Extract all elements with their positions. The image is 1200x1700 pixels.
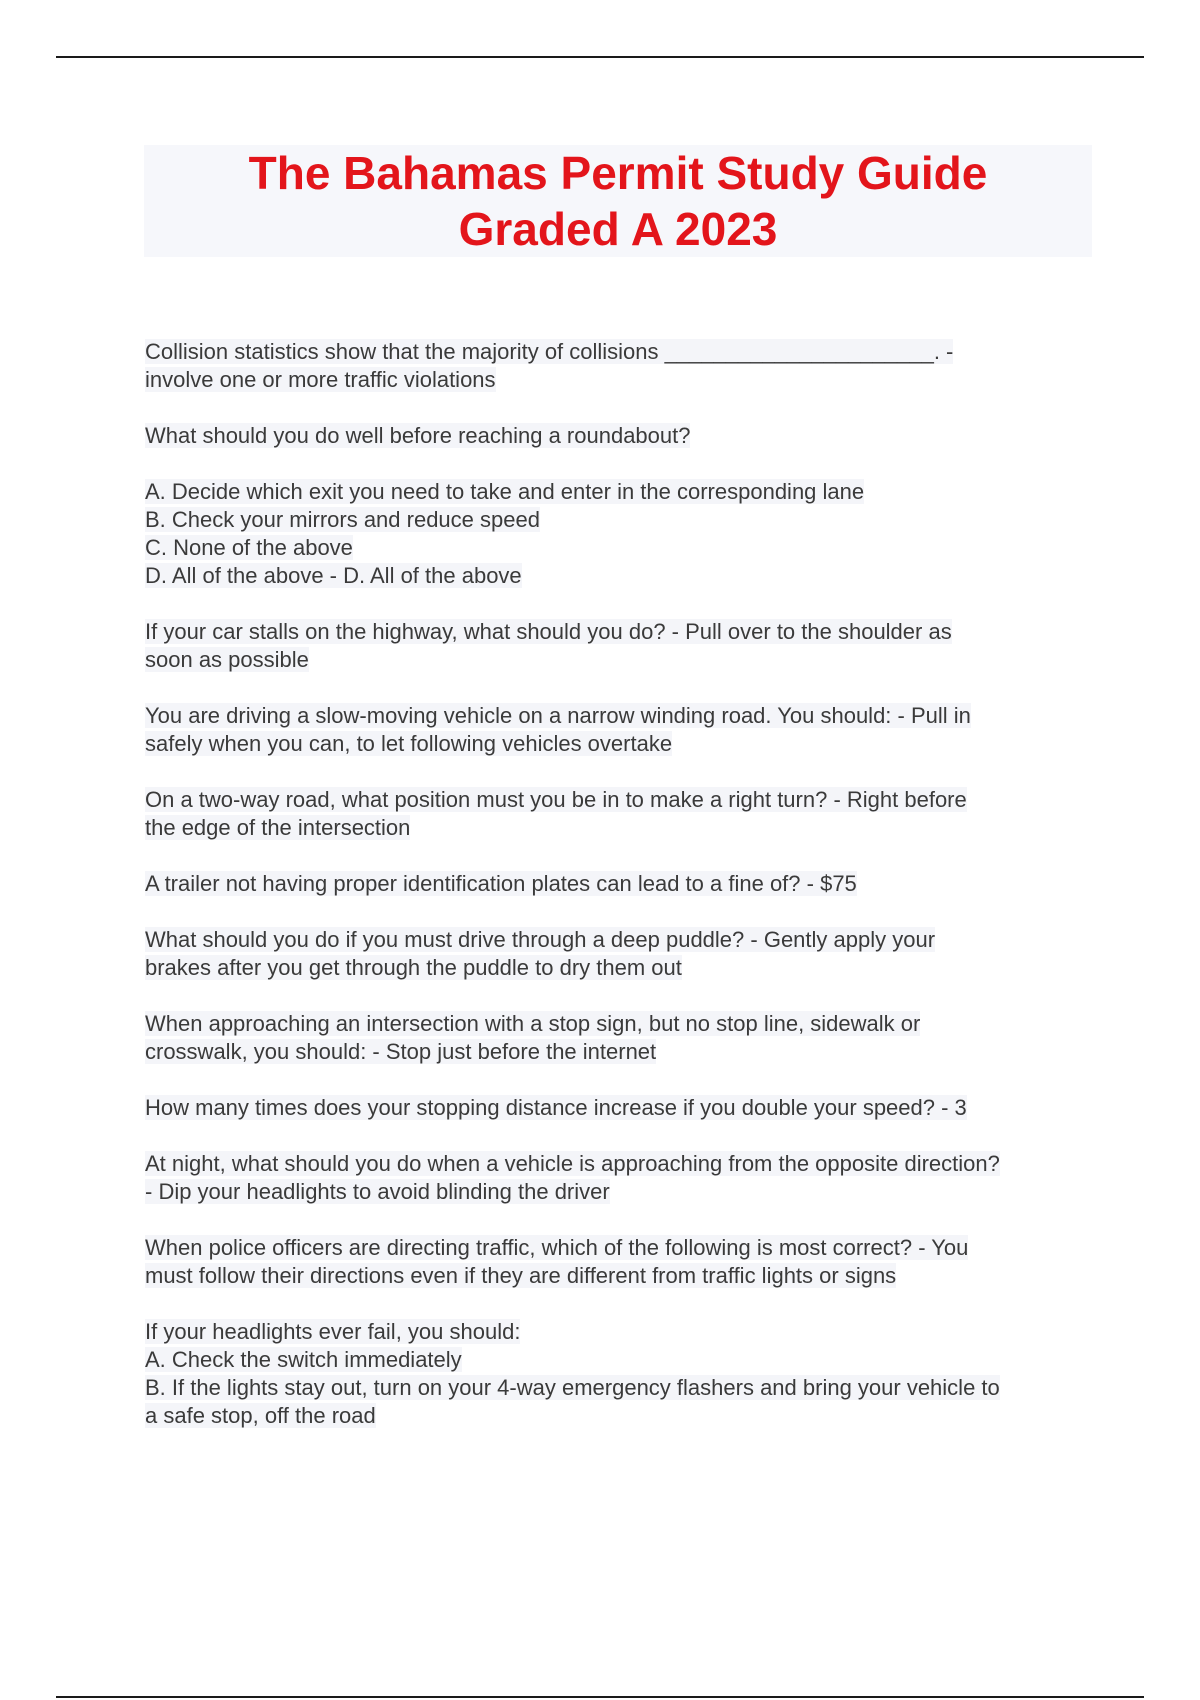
qa-line: [145, 702, 1095, 730]
qa-line-text: safely when you can, to let following vehicles overtake: [145, 731, 673, 756]
qa-item: [145, 786, 1095, 842]
qa-line: [145, 1010, 1095, 1038]
qa-item: [145, 1094, 1095, 1122]
qa-line: [145, 338, 1095, 366]
qa-line: [145, 478, 1095, 506]
qa-line: [145, 1262, 1095, 1290]
qa-line: [145, 870, 1095, 898]
qa-line-text: B. Check your mirrors and reduce speed: [145, 507, 540, 532]
qa-item: [145, 618, 1095, 674]
qa-item: [145, 478, 1095, 590]
qa-line-text: B. If the lights stay out, turn on your 4-way emergency flashers and bring your vehicle to: [145, 1375, 1000, 1400]
page-title-line-1: The Bahamas Permit Study Guide: [248, 147, 988, 199]
qa-line-text: soon as possible: [145, 647, 309, 672]
qa-line: [145, 366, 1095, 394]
qa-line: [145, 506, 1095, 534]
qa-line: [145, 814, 1095, 842]
qa-line: [145, 730, 1095, 758]
qa-line: [145, 534, 1095, 562]
qa-item: [145, 1150, 1095, 1206]
bottom-rule: [56, 1696, 1144, 1698]
qa-line-text: At night, what should you do when a vehicle is approaching from the opposite direction?: [145, 1151, 1000, 1176]
qa-line: [145, 1150, 1095, 1178]
qa-line-text: must follow their directions even if they are different from traffic lights or signs: [145, 1263, 897, 1288]
qa-line: [145, 562, 1095, 590]
qa-line: [145, 1374, 1095, 1402]
qa-line: [145, 1094, 1095, 1122]
qa-line-text: - Dip your headlights to avoid blinding the driver: [145, 1179, 610, 1204]
qa-item: [145, 338, 1095, 394]
qa-item: [145, 926, 1095, 982]
qa-item: [145, 1234, 1095, 1290]
qa-line-text: the edge of the intersection: [145, 815, 411, 840]
qa-line: [145, 1402, 1095, 1430]
qa-line: [145, 618, 1095, 646]
qa-line-text: What should you do if you must drive through a deep puddle? - Gently apply your: [145, 927, 936, 952]
qa-item: [145, 870, 1095, 898]
qa-line-text: A. Decide which exit you need to take and enter in the corresponding lane: [145, 479, 865, 504]
qa-line-text: When police officers are directing traffic, which of the following is most correct? - You: [145, 1235, 969, 1260]
qa-line: [145, 646, 1095, 674]
qa-line: [145, 926, 1095, 954]
qa-line-text: If your headlights ever fail, you should:: [145, 1319, 521, 1344]
qa-line: [145, 1346, 1095, 1374]
qa-line-text: crosswalk, you should: - Stop just before the internet: [145, 1039, 657, 1064]
qa-line-text: If your car stalls on the highway, what should you do? - Pull over to the shoulder as: [145, 619, 952, 644]
page-title-line-2: Graded A 2023: [458, 203, 778, 255]
qa-line-text: involve one or more traffic violations: [145, 367, 496, 392]
study-guide-content: [145, 338, 1095, 1458]
qa-line-text: How many times does your stopping distance increase if you double your speed? - 3: [145, 1095, 967, 1120]
qa-line-text: What should you do well before reaching a roundabout?: [145, 423, 691, 448]
qa-item: [145, 702, 1095, 758]
qa-line-text: C. None of the above: [145, 535, 353, 560]
qa-line-text: brakes after you get through the puddle to dry them out: [145, 955, 682, 980]
qa-item: [145, 422, 1095, 450]
qa-line: [145, 1234, 1095, 1262]
qa-line: [145, 786, 1095, 814]
qa-line: [145, 422, 1095, 450]
qa-line-text: a safe stop, off the road: [145, 1403, 376, 1428]
qa-line: [145, 954, 1095, 982]
qa-line: [145, 1318, 1095, 1346]
qa-line: [145, 1178, 1095, 1206]
qa-line: [145, 1038, 1095, 1066]
top-rule: [56, 56, 1144, 58]
qa-line-text: Collision statistics show that the majority of collisions ______________________. -: [145, 339, 954, 364]
qa-line-text: A trailer not having proper identification plates can lead to a fine of? - $75: [145, 871, 857, 896]
qa-line-text: D. All of the above - D. All of the above: [145, 563, 522, 588]
qa-item: [145, 1318, 1095, 1430]
qa-item: [145, 1010, 1095, 1066]
qa-line-text: On a two-way road, what position must you be in to make a right turn? - Right before: [145, 787, 967, 812]
qa-line-text: A. Check the switch immediately: [145, 1347, 462, 1372]
qa-line-text: When approaching an intersection with a stop sign, but no stop line, sidewalk or: [145, 1011, 921, 1036]
qa-line-text: You are driving a slow-moving vehicle on a narrow winding road. You should: - Pull in: [145, 703, 971, 728]
title-banner: [144, 145, 1092, 257]
